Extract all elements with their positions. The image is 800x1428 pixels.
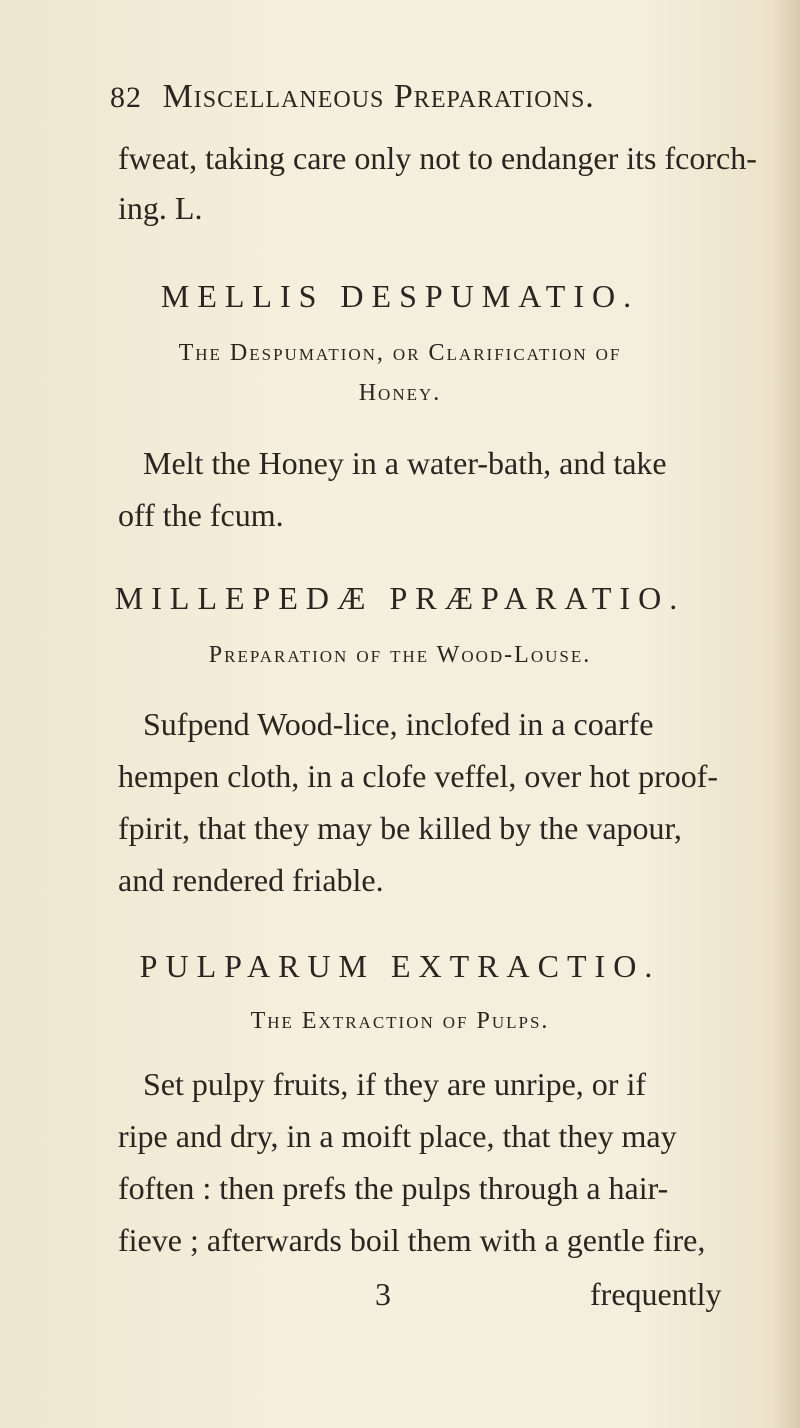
body-line: and rendered friable. [118,862,384,898]
body-line: Melt the Honey in a water-bath, and take [143,445,667,481]
intro-line: fweat, taking care only not to endanger its fcorch- [118,140,757,176]
body-line: fieve ; afterwards boil them with a gentle fire, [118,1222,706,1258]
body-line: fpirit, that they may be killed by the vapour, [118,810,682,846]
body-line: Sufpend Wood-lice, inclofed in a coarfe [143,706,654,742]
page-edge-shadow [772,0,800,1428]
signature-mark: 3 [375,1276,391,1312]
section-subtitle: The Extraction of Pulps. [250,1008,550,1034]
section-title: MELLIS DESPUMATIO. [160,278,640,314]
section-subtitle: Honey. [358,380,442,406]
section-title: MILLEPEDÆ PRÆPARATIO. [114,580,686,616]
catchword: frequently [590,1276,722,1312]
body-line: off the fcum. [118,497,284,533]
section-subtitle: The Despumation, or Clarification of [178,340,622,366]
section-subtitle: Preparation of the Wood-Louse. [208,642,592,668]
body-line: foften : then prefs the pulps through a hair- [118,1170,669,1206]
running-title: Miscellaneous Preparations. [162,78,595,115]
section-title: PULPARUM EXTRACTIO. [139,948,661,984]
page-number: 82 [110,81,142,114]
running-header [110,78,595,116]
body-line: ripe and dry, in a moift place, that they may [118,1118,677,1154]
body-line: hempen cloth, in a clofe veffel, over hot proof- [118,758,719,794]
body-line: Set pulpy fruits, if they are unripe, or if [143,1066,646,1102]
intro-line: ing. L. [118,190,203,226]
